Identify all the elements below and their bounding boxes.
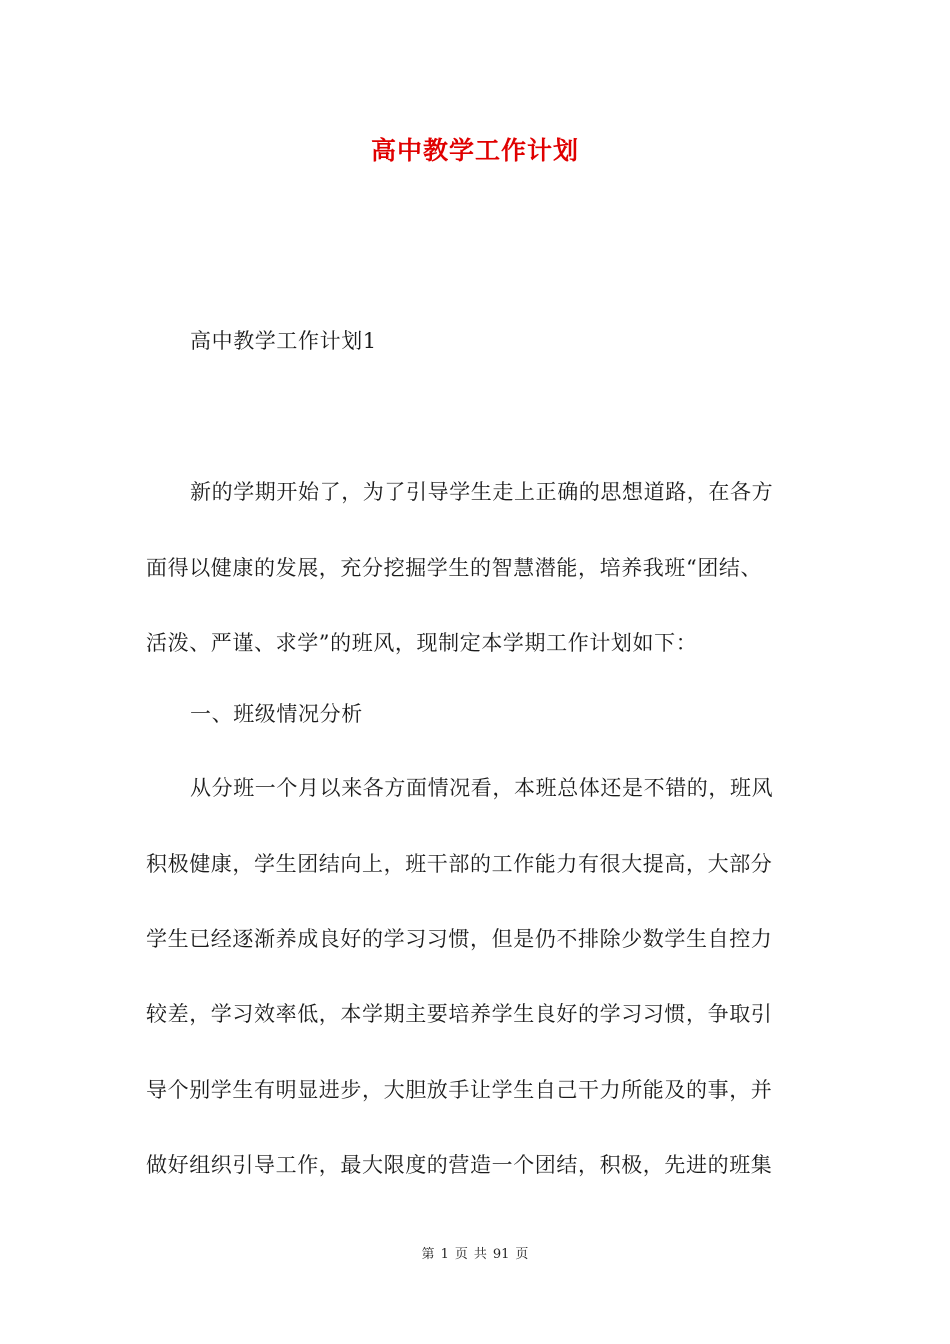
footer-page-word: 页 bbox=[454, 1247, 468, 1262]
section-heading: 高中教学工作计划1 bbox=[190, 329, 377, 353]
paragraph-line: 较差，学习效率低，本学期主要培养学生良好的学习习惯，争取引 bbox=[146, 1002, 773, 1026]
paragraph-line: 新的学期开始了，为了引导学生走上正确的思想道路，在各方 bbox=[190, 480, 774, 504]
paragraph-line: 导个别学生有明显进步，大胆放手让学生自己干力所能及的事，并 bbox=[146, 1078, 773, 1102]
footer-total-word: 共 bbox=[473, 1247, 487, 1262]
paragraph-line: 从分班一个月以来各方面情况看，本班总体还是不错的，班风 bbox=[190, 776, 774, 800]
paragraph-line: 学生已经逐渐养成良好的学习习惯，但是仍不排除少数学生自控力 bbox=[146, 927, 773, 951]
subheading: 一、班级情况分析 bbox=[190, 702, 363, 726]
paragraph-line: 做好组织引导工作，最大限度的营造一个团结，积极，先进的班集 bbox=[146, 1153, 773, 1177]
document-title: 高中教学工作计划 bbox=[370, 136, 579, 165]
footer-total-pages: 91 bbox=[492, 1247, 510, 1262]
footer-current-page: 1 bbox=[440, 1247, 449, 1262]
footer-prefix: 第 bbox=[421, 1247, 435, 1262]
footer-suffix: 页 bbox=[515, 1247, 529, 1262]
paragraph-line: 积极健康，学生团结向上，班干部的工作能力有很大提高，大部分 bbox=[146, 852, 773, 876]
paragraph-line: 活泼、严谨、求学”的班风，现制定本学期工作计划如下： bbox=[146, 631, 698, 655]
page-footer bbox=[0, 1246, 950, 1264]
paragraph-line: 面得以健康的发展，充分挖掘学生的智慧潜能，培养我班“团结、 bbox=[146, 556, 763, 580]
